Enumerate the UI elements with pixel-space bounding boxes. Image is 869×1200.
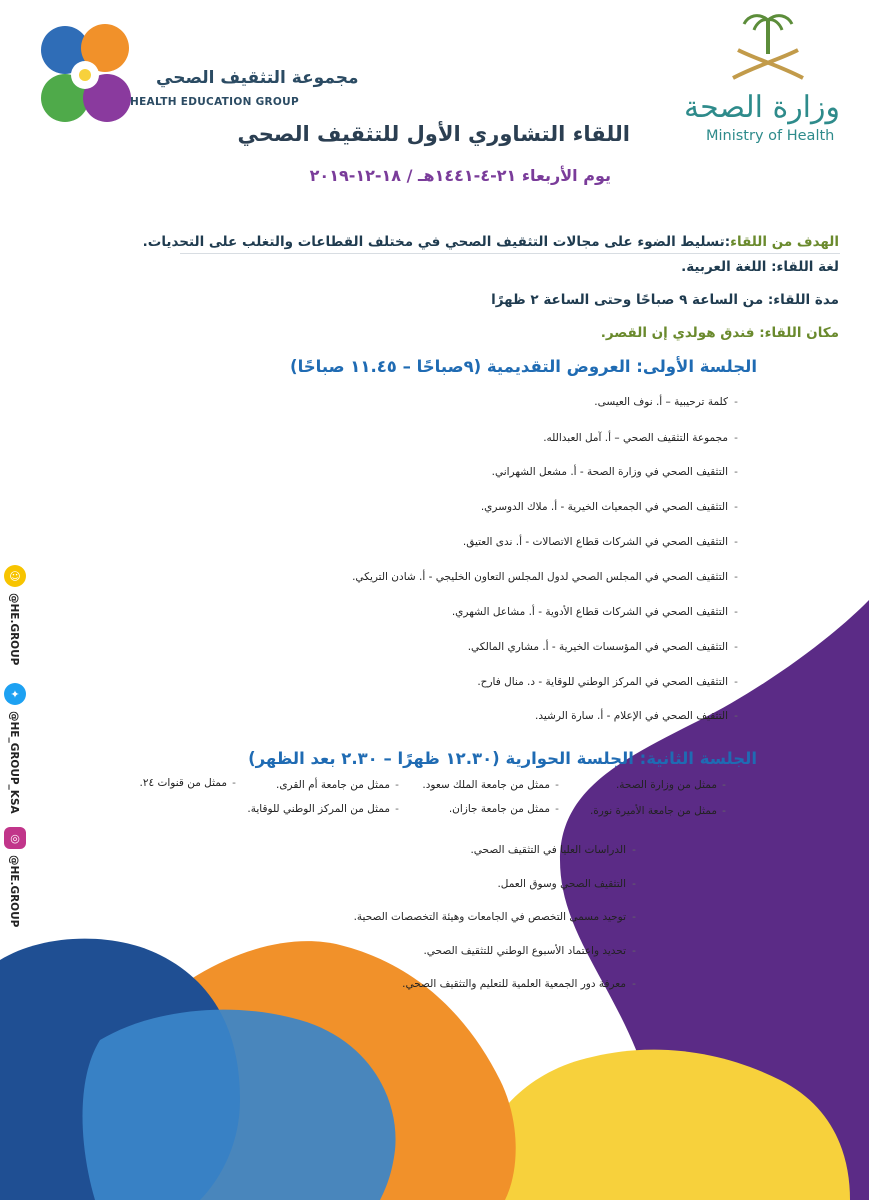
participant: -ممثل من المركز الوطني للوقاية. — [247, 803, 399, 815]
list-item: -التثقيف الصحي وسوق العمل. — [497, 878, 636, 890]
goal-label: الهدف من اللقاء — [730, 234, 839, 250]
twitter-icon: ✦ — [4, 683, 26, 705]
list-item: -الدراسات العليا في التثقيف الصحي. — [470, 844, 636, 856]
divider — [180, 253, 840, 254]
duration-line: مدة اللقاء: من الساعة ٩ صباحًا وحتى الساعة ٢ ظهرًا — [491, 292, 839, 308]
list-item: -معرفة دور الجمعية العلمية للتعليم والتثقيف الصحي. — [402, 978, 636, 990]
list-item: -التثقيف الصحي في الجمعيات الخيرية - أ. ملاك الدوسري. — [480, 501, 738, 513]
heg-arabic-name: مجموعة التثقيف الصحي — [156, 68, 359, 88]
language-line: لغة اللقاء: اللغة العربية. — [681, 259, 839, 275]
participants — [0, 775, 869, 825]
list-item: -التثقيف الصحي في المؤسسات الخيرية - أ. مشاري المالكي. — [467, 641, 738, 653]
snapchat-icon: ☺ — [4, 565, 26, 587]
session1-title: الجلسة الأولى: العروض التقديمية (٩صباحًا – ١١.٤٥ صباحًا) — [290, 357, 757, 376]
snapchat-handle: ☺ @HE.GROUP — [4, 565, 28, 587]
moh-english-name: Ministry of Health — [706, 128, 835, 144]
social-handles — [2, 565, 32, 945]
list-item: -تحديد واعتماد الأسبوع الوطني للتثقيف الصحي. — [423, 945, 636, 957]
moh-arabic-name: وزارة الصحة — [684, 90, 840, 125]
list-item: -التثقيف الصحي في الإعلام - أ. سارة الرشيد. — [535, 710, 738, 722]
participant: -ممثل من وزارة الصحة. — [615, 779, 726, 791]
palm-swords-icon — [718, 10, 818, 90]
event-date: يوم الأربعاء ٢١-٤-١٤٤١هـ / ١٨-١٢-٢٠١٩ — [309, 166, 611, 185]
page-title: اللقاء التشاوري الأول للتثقيف الصحي — [237, 122, 630, 146]
participant: -ممثل من جامعة الملك سعود. — [422, 779, 559, 791]
participant: -ممثل من جامعة الأميرة نورة. — [589, 805, 726, 817]
session2-title: الجلسة الثانية: الجلسة الحوارية (١٢.٣٠ ظهرًا – ٢.٣٠ بعد الظهر) — [248, 749, 757, 768]
list-item: -التثقيف الصحي في الشركات قطاع الأدوية - أ. مشاعل الشهري. — [451, 606, 738, 618]
list-item: -التثقيف الصحي في الشركات قطاع الاتصالات - أ. ندى العتيق. — [462, 536, 738, 548]
heg-logo — [30, 20, 359, 135]
list-item: -كلمة ترحيبية – أ. نوف العيسى. — [594, 396, 738, 408]
list-item: -التثقيف الصحي في وزارة الصحة - أ. مشعل الشهراني. — [491, 466, 738, 478]
list-item: -توحيد مسمى التخصص في الجامعات وهيئة التخصصات الصحية. — [353, 911, 636, 923]
goal-text: :تسليط الضوء على مجالات التثقيف الصحي في مختلف القطاعات والتغلب على التحديات. — [142, 234, 731, 250]
list-item: -مجموعة التثقيف الصحي – أ. آمل العبدالله. — [543, 432, 738, 444]
list-item: -التثقيف الصحي في المركز الوطني للوقاية - د. منال فارح. — [477, 676, 738, 688]
moh-logo — [684, 10, 860, 144]
heg-flower-icon — [30, 20, 140, 130]
venue-line: مكان اللقاء: فندق هولدي إن القصر. — [600, 325, 839, 341]
participant: -ممثل من جامعة جازان. — [448, 803, 559, 815]
goal-line — [143, 234, 839, 250]
twitter-handle: ✦ @HE_GROUP_KSA — [4, 683, 28, 705]
participant: -ممثل من جامعة أم القرى. — [276, 779, 399, 791]
session1-list — [184, 390, 744, 730]
instagram-handle: ◎ @HE.GROUP — [4, 827, 28, 849]
participant: -ممثل من قنوات ٢٤. — [139, 777, 236, 789]
heg-english-name: HEALTH EDUCATION GROUP — [130, 96, 299, 108]
instagram-icon: ◎ — [4, 827, 26, 849]
session2-topics — [222, 840, 642, 990]
list-item: -التثقيف الصحي في المجلس الصحي لدول المجلس التعاون الخليجي - أ. شادن التريكي. — [352, 571, 738, 583]
